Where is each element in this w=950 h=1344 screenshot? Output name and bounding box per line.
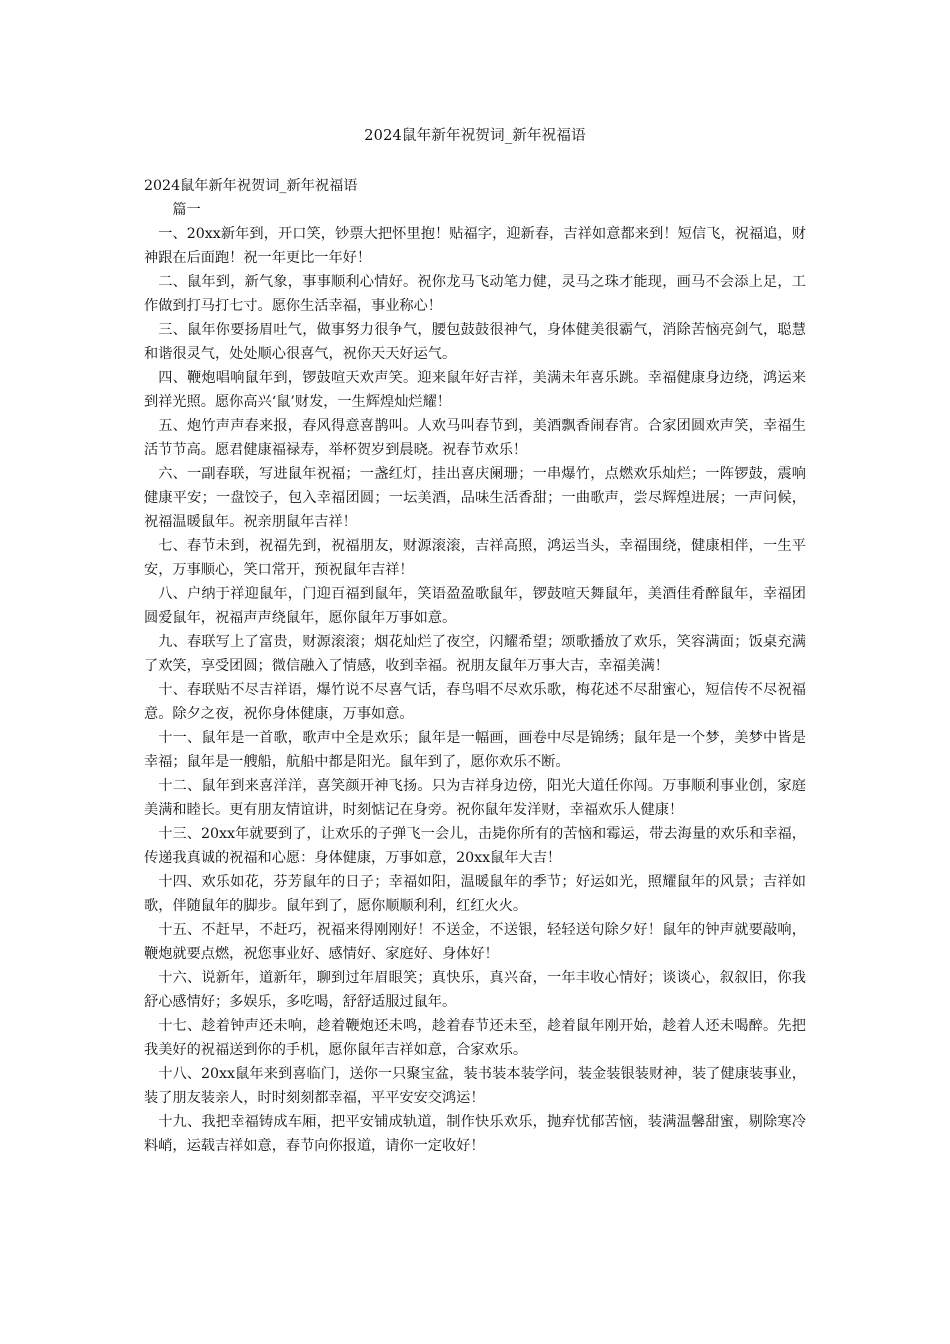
paragraph-15: 十五、不赶早，不赶巧，祝福来得刚刚好！不送金，不送银，轻轻送句除夕好！鼠年的钟声就要敲响，鞭炮就要点燃，祝您事业好、感情好、家庭好、身体好！ xyxy=(144,922,806,962)
paragraph-17: 十七、趁着钟声还未响，趁着鞭炮还未鸣，趁着春节还未至，趁着鼠年刚开始，趁着人还未喝醉。先把我美好的祝福送到你的手机，愿你鼠年吉祥如意，合家欢乐。 xyxy=(144,1018,806,1058)
section-label: 篇一 xyxy=(172,202,201,218)
paragraph-9: 九、春联写上了富贵，财源滚滚；烟花灿烂了夜空，闪耀希望；颂歌播放了欢乐，笑容满面；饭桌充满了欢笑，享受团圆；微信融入了情感，收到幸福。祝朋友鼠年万事大吉，幸福美满！ xyxy=(144,634,806,674)
paragraph-7: 七、春节未到，祝福先到，祝福朋友，财源滚滚，吉祥高照，鸿运当头，幸福围绕，健康相伴，一生平安，万事顺心，笑口常开，预祝鼠年吉祥！ xyxy=(144,538,806,578)
paragraph-19: 十九、我把幸福铸成车厢，把平安铺成轨道，制作快乐欢乐，抛弃忧郁苦恼，装满温馨甜蜜，剔除寒冷料峭，运载吉祥如意，春节向你报道，请你一定收好！ xyxy=(144,1114,806,1154)
paragraph-6: 六、一副春联，写进鼠年祝福；一盏红灯，挂出喜庆阑珊；一串爆竹，点燃欢乐灿烂；一阵锣鼓，震响健康平安；一盘饺子，包入幸福团圆；一坛美酒，品味生活香甜；一曲歌声，尝尽辉煌进展；一声问候，祝福温暖鼠年。祝亲朋鼠年吉祥！ xyxy=(144,466,806,530)
paragraph-2: 二、鼠年到，新气象，事事顺利心情好。祝你龙马飞动笔力健，灵马之珠才能现，画马不会添上足，工作做到打马打七寸。愿你生活幸福，事业称心！ xyxy=(144,274,806,314)
paragraph-3: 三、鼠年你要扬眉吐气，做事努力很争气，腰包鼓鼓很神气，身体健美很霸气，消除苦恼亮剑气，聪慧和谐很灵气，处处顺心很喜气，祝你天天好运气。 xyxy=(144,322,806,362)
paragraph-12: 十二、鼠年到来喜洋洋，喜笑颜开神飞扬。只为吉祥身边傍，阳光大道任你闯。万事顺利事业创，家庭美满和睦长。更有朋友情谊讲，时刻惦记在身旁。祝你鼠年发洋财，幸福欢乐人健康！ xyxy=(144,778,806,818)
paragraph-14: 十四、欢乐如花，芬芳鼠年的日子；幸福如阳，温暖鼠年的季节；好运如光，照耀鼠年的风景；吉祥如歌，伴随鼠年的脚步。鼠年到了，愿你顺顺利利，红红火火。 xyxy=(144,874,806,914)
paragraph-4: 四、鞭炮唱响鼠年到，锣鼓喧天欢声笑。迎来鼠年好吉祥，美满未年喜乐跳。幸福健康身边绕，鸿运来到祥光照。愿你高兴‘鼠’财发，一生辉煌灿烂耀！ xyxy=(144,370,806,410)
document-title: 2024鼠年新年祝贺词_新年祝福语 xyxy=(364,128,586,144)
document-body xyxy=(144,174,806,1158)
paragraph-11: 十一、鼠年是一首歌，歌声中全是欢乐；鼠年是一幅画，画卷中尽是锦绣；鼠年是一个梦，美梦中皆是幸福；鼠年是一艘船，航船中都是阳光。鼠年到了，愿你欢乐不断。 xyxy=(144,730,806,770)
paragraph-13: 十三、20xx年就要到了，让欢乐的子弹飞一会儿，击毙你所有的苦恼和霉运，带去海量的欢乐和幸福，传递我真诚的祝福和心愿：身体健康，万事如意，20xx鼠年大吉！ xyxy=(144,826,806,866)
paragraph-1: 一、20xx新年到，开口笑，钞票大把怀里抱！贴福字，迎新春，吉祥如意都来到！短信飞，祝福追，财神跟在后面跑！祝一年更比一年好！ xyxy=(144,226,806,266)
paragraph-10: 十、春联贴不尽吉祥语，爆竹说不尽喜气话，春鸟唱不尽欢乐歌，梅花述不尽甜蜜心，短信传不尽祝福意。除夕之夜，祝你身体健康，万事如意。 xyxy=(144,682,806,722)
paragraph-18: 十八、20xx鼠年来到喜临门，送你一只聚宝盆，装书装本装学问，装金装银装财神，装了健康装事业，装了朋友装亲人，时时刻刻都幸福，平平安安交鸿运！ xyxy=(144,1066,806,1106)
paragraph-5: 五、炮竹声声春来报，春风得意喜鹊叫。人欢马叫春节到，美酒飘香闹春宵。合家团圆欢声笑，幸福生活节节高。愿君健康福禄寿，举杯贺岁到晨晓。祝春节欢乐！ xyxy=(144,418,806,458)
paragraph-16: 十六、说新年，道新年，聊到过年眉眼笑；真快乐，真兴奋，一年丰收心情好；谈谈心，叙叙旧，你我舒心感情好；多娱乐，多吃喝，舒舒适服过鼠年。 xyxy=(144,970,806,1010)
paragraph-8: 八、户纳于祥迎鼠年，门迎百福到鼠年，笑语盈盈歌鼠年，锣鼓喧天舞鼠年，美酒佳肴醉鼠年，幸福团圆爱鼠年，祝福声声绕鼠年，愿你鼠年万事如意。 xyxy=(144,586,806,626)
document-subtitle: 2024鼠年新年祝贺词_新年祝福语 xyxy=(144,178,358,194)
